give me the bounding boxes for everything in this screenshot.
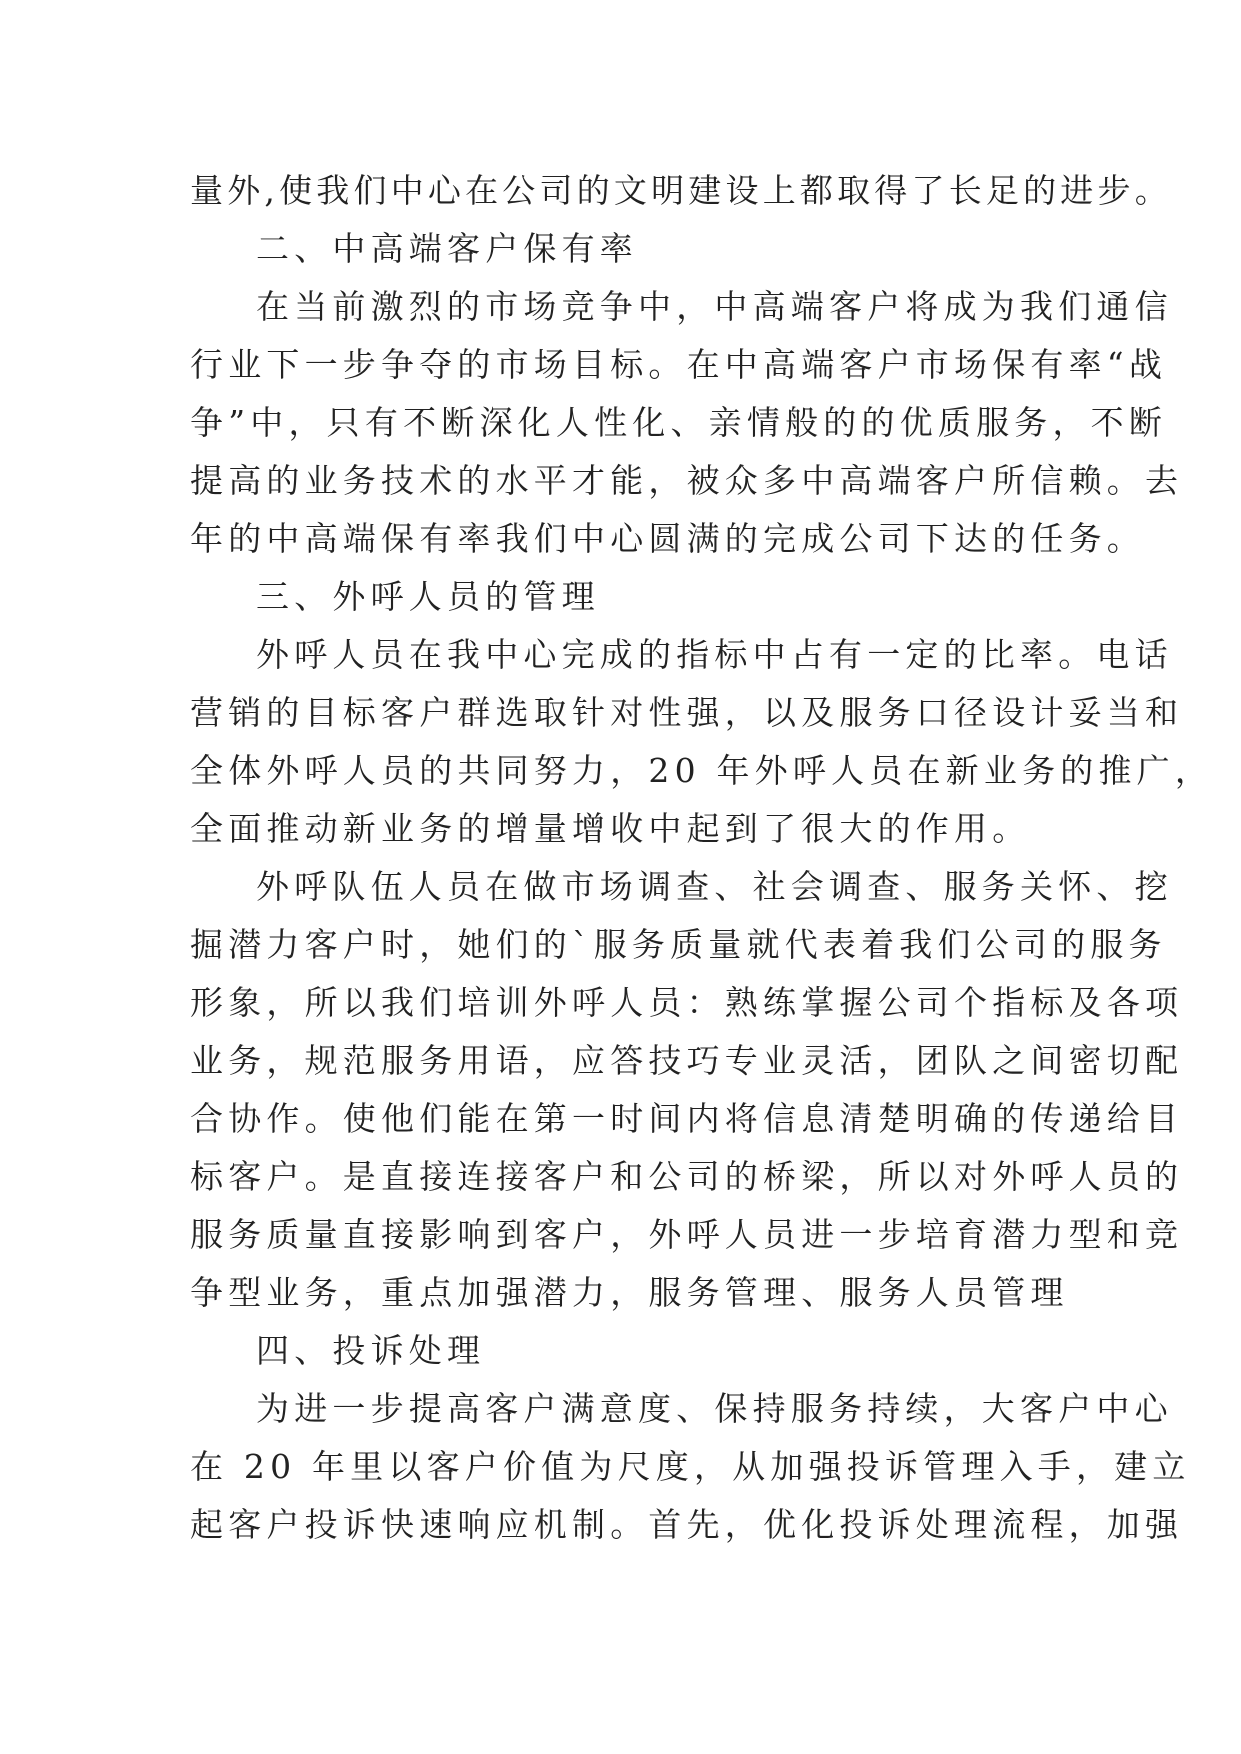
paragraph-line: 年的中高端保有率我们中心圆满的完成公司下达的任务。 (190, 519, 1145, 558)
paragraph-line: 合协作。使他们能在第一时间内将信息清楚明确的传递给目 (190, 1099, 1184, 1138)
paragraph-line: 全体外呼人员的共同努力，20 年外呼人员在新业务的推广， (190, 751, 1214, 790)
paragraph-line: 掘潜力客户时，她们的`服务质量就代表着我们公司的服务 (190, 925, 1167, 964)
paragraph-line: 为进一步提高客户满意度、保持服务持续，大客户中心 (256, 1389, 1173, 1428)
paragraph-line: 争”中，只有不断深化人性化、亲情般的的优质服务，不断 (190, 403, 1168, 442)
paragraph-line: 形象，所以我们培训外呼人员：熟练掌握公司个指标及各项 (190, 983, 1184, 1022)
section-heading-3: 三、外呼人员的管理 (256, 577, 600, 616)
paragraph-line: 业务，规范服务用语，应答技巧专业灵活，团队之间密切配 (190, 1041, 1184, 1080)
paragraph-line: 在当前激烈的市场竞争中，中高端客户将成为我们通信 (256, 287, 1173, 326)
section-heading-4: 四、投诉处理 (256, 1331, 486, 1370)
paragraph-line: 营销的目标客户群选取针对性强，以及服务口径设计妥当和 (190, 693, 1184, 732)
paragraph-line: 标客户。是直接连接客户和公司的桥梁，所以对外呼人员的 (190, 1157, 1184, 1196)
paragraph-line: 外呼队伍人员在做市场调查、社会调查、服务关怀、挖 (256, 867, 1173, 906)
paragraph-line: 在 20 年里以客户价值为尺度，从加强投诉管理入手，建立 (190, 1447, 1191, 1486)
section-heading-2: 二、中高端客户保有率 (256, 229, 638, 268)
text-line-1: 量外,使我们中心在公司的文明建设上都取得了长足的进步。 (190, 171, 1172, 210)
paragraph-line: 外呼人员在我中心完成的指标中占有一定的比率。电话 (256, 635, 1173, 674)
paragraph-line: 服务质量直接影响到客户，外呼人员进一步培育潜力型和竞 (190, 1215, 1184, 1254)
paragraph-line: 提高的业务技术的水平才能，被众多中高端客户所信赖。去 (190, 461, 1184, 500)
paragraph-line: 全面推动新业务的增量增收中起到了很大的作用。 (190, 809, 1031, 848)
paragraph-line: 起客户投诉快速响应机制。首先，优化投诉处理流程，加强 (190, 1505, 1184, 1544)
paragraph-line: 争型业务，重点加强潜力，服务管理、服务人员管理 (190, 1273, 1069, 1312)
document-body (190, 162, 1214, 1554)
paragraph-line: 行业下一步争夺的市场目标。在中高端客户市场保有率“战 (190, 345, 1168, 384)
